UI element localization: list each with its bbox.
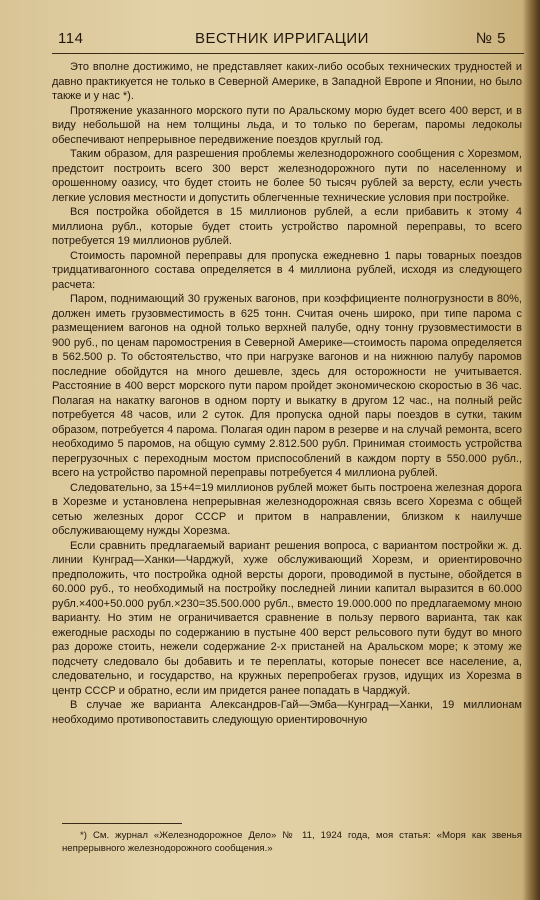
header-rule (52, 53, 524, 54)
paragraph-2: Протяжение указанного морского пути по Аральскому морю будет всего 400 верст, и в виду небольшой на нем толщины льда, и то только по берегам, паромы ледоколы обеспечивают непрерывное передвижение поездов круглый год. (52, 104, 522, 146)
running-header (58, 30, 506, 50)
article-body (52, 60, 522, 727)
book-spine-shadow (522, 0, 540, 900)
journal-title: ВЕСТНИК ИРРИГАЦИИ (195, 30, 369, 47)
paragraph-4: Вся постройка обойдется в 15 миллионов рублей, а если прибавить к этому 4 миллиона рубл., которые будет стоить устройство паромной переправы, то всего потребуется 19 миллионов рублей. (52, 206, 522, 247)
paragraph-5: Стоимость паромной переправы для пропуска ежедневно 1 пары товарных поездов тридцативагонного состава определяется в 4 миллиона рублей, исходя из следующего расчета: (52, 249, 522, 291)
footnote (62, 830, 522, 855)
paragraph-9: В случае же варианта Александров-Гай—Эмба—Кунград—Ханки, 19 миллионам необходимо противопоставить следующую ориентировочную (52, 699, 522, 726)
paragraph-8: Если сравнить предлагаемый вариант решения вопроса, с вариантом постройки ж. д. линии Кунград—Ханки—Чарджуй, хуже обслуживающий Хорезм, и ориентировочно предположить, что постройка одной версты дороги, проводимой в пустыне, обойдется в 60.000 руб., то необходимый на постройку последней линии капитал выразится в 60.000 рубл.×400+50.000 рубл.×230=35.500.000 рубл., вместо 19.000.000 по предлагаемому мною варианту. Но этим не ограничивается сравнение в пользу первого варианта, так как ежегодные расходы по содержанию в пустыне 400 верст рельсового пути будут во много раз дороже стоить, нежели содержание 2-х пристаней на Аральском море; к этому же подсчету следовало бы добавить и те переплаты, которые понесет все население, а, следовательно, и государство, на кружных перепробегах грузов, идущих из Хорезма в центр СССР и обратно, если им придется ранее попадать в Чарджуй. (52, 539, 522, 697)
paragraph-1: Это вполне достижимо, не представляет каких-либо особых технических трудностей и давно практикуется не только в Северной Америке, в Западной Европе и Японии, но было также и у нас *). (52, 61, 522, 102)
footnote-rule (62, 823, 182, 824)
paragraph-3: Таким образом, для разрешения проблемы железнодорожного сообщения с Хорезмом, предстоит построить всего 300 верст железнодорожного пути по населенному и орошенному оазису, что будет стоить не более 50 тысяч рублей за версту, если учесть легкие условия местности и допустить облегченные технические условия при постройке. (52, 148, 522, 204)
page-number: 114 (58, 30, 84, 47)
paragraph-7: Следовательно, за 15+4=19 миллионов рублей может быть построена железная дорога в Хорезме и установлена непрерывная железнодорожная связь всего Хорезма с общей сетью железных дорог СССР и притом в направлении, близком к наилучше обслуживающему нужды Хорезма. (52, 481, 522, 537)
issue-number: № 5 (475, 30, 506, 47)
paragraph-6: Паром, поднимающий 30 груженых вагонов, при коэффициенте полногрузности в 80%, должен иметь грузовместимость в 625 тонн. Считая очень широко, при типе парома с размещением вагонов на одной только верхней палубе, одну тонну грузовместимости в 900 руб., по ценам паромострения в Северной Америке—стоимость парома определяется в 562.500 р. То обстоятельство, что при нагрузке вагонов и на нижнюю палубу паромов последние обойдутся на много дешевле, здесь для осторожности не учитывается. Расстояние в 400 верст морского пути паром пройдет экономическою скоростью в 36 час. Полагая на накатку вагонов в одном порту и выкатку в другом 12 час., на полный рейс потребуется 48 часов, или 2 суток. Для пропуска одной пары поездов в сутки, таким образом, потребуется 4 парома. Полагая один паром в резерве и на случай ремонта, всего необходимо 5 паромов, на общую сумму 2.812.500 рубл. Принимая стоимость устройства перегрузочных с переходным мостом приспособлений в каждом порту в 550.000 рубл., всего на устройство паромной переправы потребуется 4 миллиона рублей. (52, 293, 522, 479)
footnote-text: *) См. журнал «Железнодорожное Дело» № 11, 1924 года, моя статья: «Моря как звенья непрерывного железнодорожного сообщения.» (62, 830, 522, 854)
